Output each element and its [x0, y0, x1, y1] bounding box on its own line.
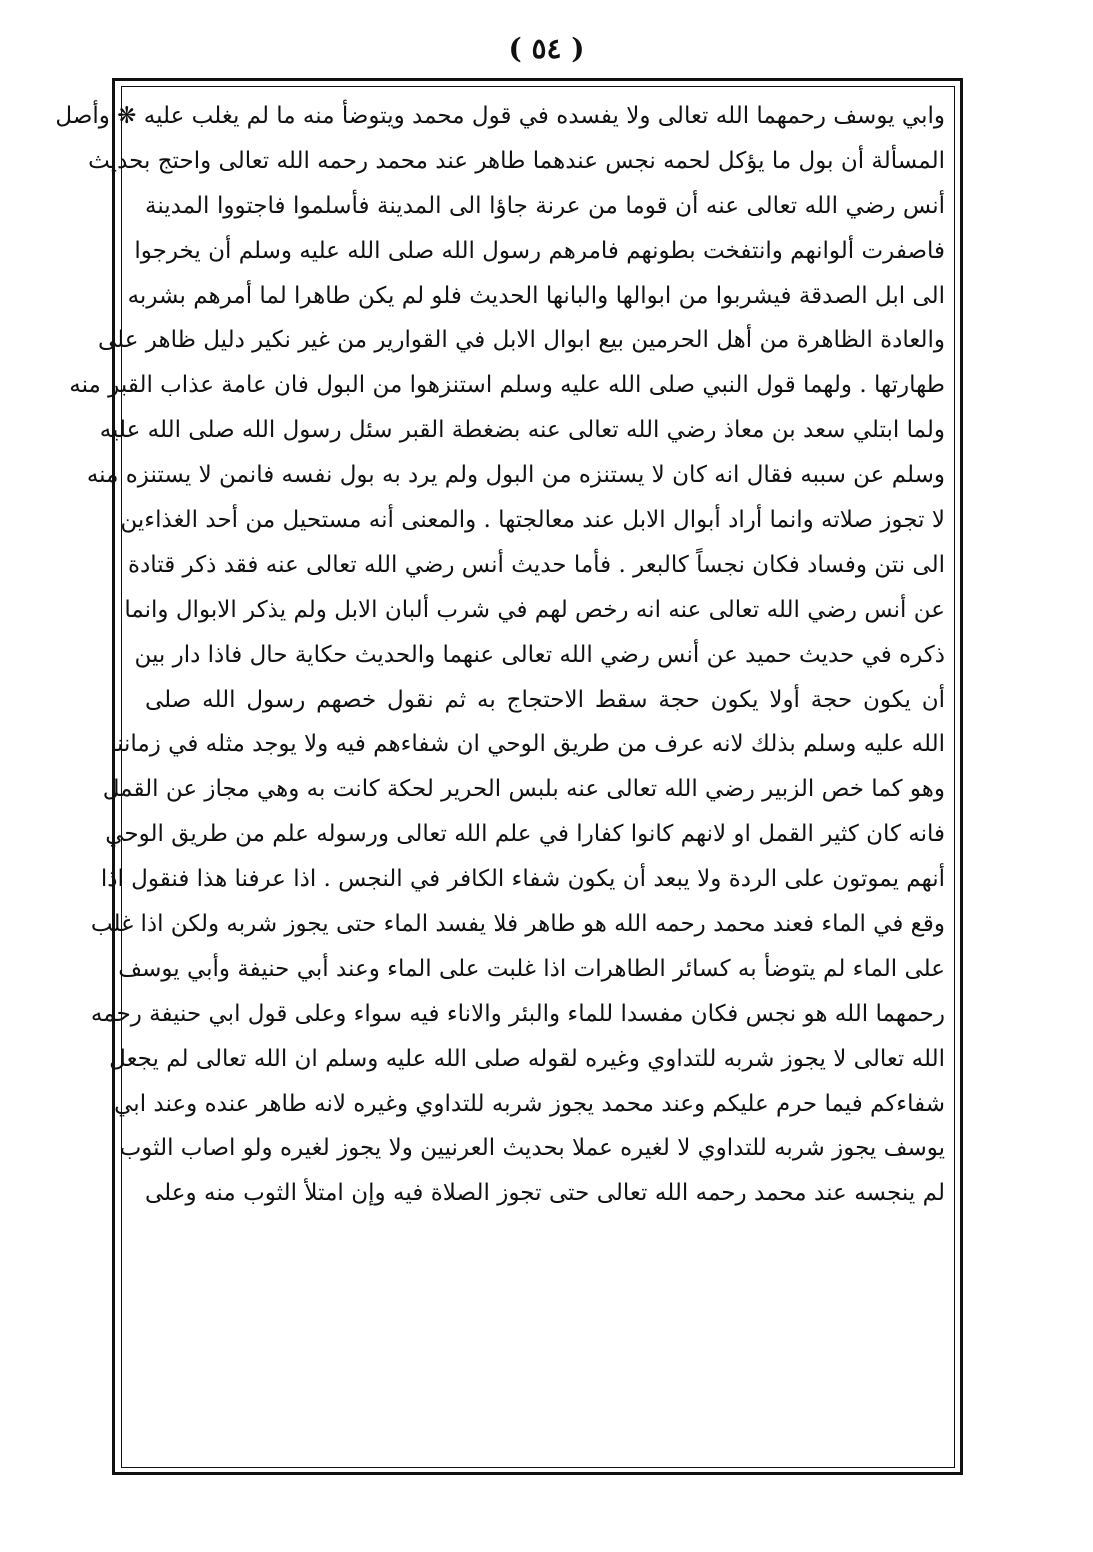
text-line: فاصفرت ألوانهم وانتفخت بطونهم فامرهم رسول الله صلى الله عليه وسلم أن يخرجوا [134, 237, 945, 264]
text-line: والعادة الظاهرة من أهل الحرمين بيع ابوال الابل في القوارير من غير نكير دليل ظاهر على [97, 327, 945, 354]
text-line: الله عليه وسلم بذلك لانه عرف من طريق الوحي ان شفاءهم فيه ولا يوجد مثله في زماننا [110, 731, 945, 758]
text-line: وسلم عن سببه فقال انه كان لا يستنزه من البول ولم يرد به بول نفسه فانمن لا يستنزه منه [86, 462, 945, 489]
arabic-text-body [55, 94, 945, 1454]
text-line: طهارتها . ولهما قول النبي صلى الله عليه وسلم استنزهوا من البول فان عامة عذاب القبر منه [69, 372, 945, 399]
page-number: ( ٥٤ ) [508, 32, 585, 65]
text-line: وقع في الماء فعند محمد رحمه الله هو طاهر فلا يفسد الماء حتى يجوز شربه ولكن اذا غلب [90, 911, 945, 938]
text-line: الله تعالى لا يجوز شربه للتداوي وغيره لقوله صلى الله عليه وسلم ان الله تعالى لم يجعل [109, 1045, 945, 1072]
text-line: لا تجوز صلاته وانما أراد أبوال الابل عند معالجتها . والمعنى أنه مستحيل من أحد الغذاءين [120, 507, 945, 534]
text-line: أنهم يموتون على الردة ولا يبعد أن يكون شفاء الكافر في النجس . اذا عرفنا هذا فنقول اذا [100, 866, 945, 893]
text-line: رحمهما الله هو نجس فكان مفسدا للماء والبئر والاناء فيه سواء وعلى قول ابي حنيفة رحمه [90, 1000, 945, 1027]
text-line: الى ابل الصدقة فيشربوا من ابوالها والبانها الحديث فلو لم يكن طاهرا لما أمرهم بشربه [127, 282, 945, 309]
text-line: ذكره في حديث حميد عن أنس رضي الله تعالى عنهما والحديث حكاية حال فاذا دار بين [134, 641, 945, 668]
text-line: شفاءكم فيما حرم عليكم وعند محمد يجوز شربه للتداوي وغيره لانه طاهر عنده وعند ابي [114, 1090, 945, 1117]
text-line: وهو كما خص الزبير رضي الله تعالى عنه بلبس الحرير لحكة كانت به وهي مجاز عن القمل [102, 776, 945, 803]
text-line: أنس رضي الله تعالى عنه أن قوما من عرنة جاؤا الى المدينة فأسلموا فاجتووا المدينة [145, 192, 945, 219]
text-line: وابي يوسف رحمهما الله تعالى ولا يفسده في قول محمد ويتوضأ منه ما لم يغلب عليه ❋ وأصل [55, 103, 945, 129]
text-line: الى نتن وفساد فكان نجساً كالبعر . فأما حديث أنس رضي الله تعالى عنه فقد ذكر قتادة [127, 551, 945, 578]
text-line: عن أنس رضي الله تعالى عنه انه رخص لهم في شرب ألبان الابل ولم يذكر الابوال وانما [124, 596, 945, 623]
text-line: المسألة أن بول ما يؤكل لحمه نجس عندهما طاهر عند محمد رحمه الله تعالى واحتج بحديث [88, 147, 945, 174]
text-line: ولما ابتلي سعد بن معاذ رضي الله تعالى عنه بضغطة القبر سئل رسول الله صلى الله عليه [99, 417, 945, 444]
text-line: على الماء لم يتوضأ به كسائر الطاهرات اذا غلبت على الماء وعند أبي حنيفة وأبي يوسف [118, 955, 945, 982]
text-line: فانه كان كثير القمل او لانهم كانوا كفارا في علم الله تعالى ورسوله علم من طريق الوحي [105, 821, 945, 848]
text-line: أن يكون حجة أولا يكون حجة سقط الاحتجاج به ثم نقول خصهم رسول الله صلى [145, 686, 945, 713]
text-line: يوسف يجوز شربه للتداوي لا لغيره عملا بحديث العرنيين ولا يجوز لغيره ولو اصاب الثوب [119, 1135, 945, 1162]
text-line: لم ينجسه عند محمد رحمه الله تعالى حتى تجوز الصلاة فيه وإن امتلأ الثوب منه وعلى [145, 1180, 945, 1207]
